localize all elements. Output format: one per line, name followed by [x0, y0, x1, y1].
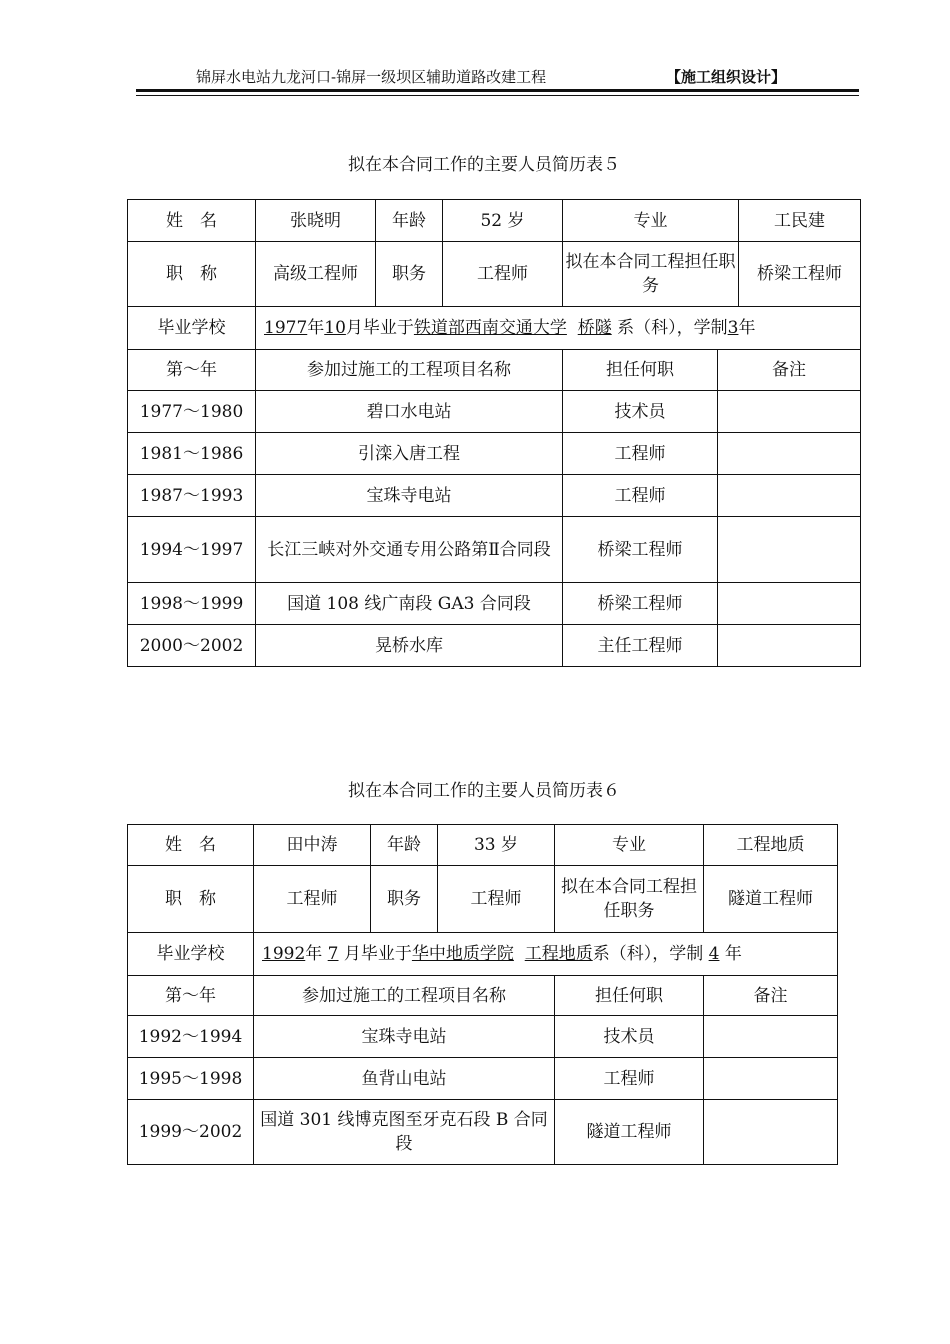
- label-project-name: 参加过施工的工程项目名称: [254, 976, 555, 1016]
- table6: [127, 824, 838, 1165]
- project-name: 国道 108 线广南段 GA3 合同段: [256, 583, 563, 625]
- header-rule-thin: [136, 95, 859, 96]
- year-range: 1981～1986: [128, 433, 256, 475]
- grad-month: 10: [324, 318, 346, 338]
- role: 工程师: [563, 433, 718, 475]
- year-range: 1999～2002: [128, 1100, 254, 1165]
- label-school: 毕业学校: [128, 933, 254, 976]
- label-position: 职务: [376, 242, 443, 307]
- remark: [718, 583, 861, 625]
- grad-dept-suffix: 系（科），学制: [592, 944, 704, 964]
- project-name: 长江三峡对外交通专用公路第Ⅱ合同段: [256, 517, 563, 583]
- age-value: 52 岁: [443, 200, 563, 242]
- label-age: 年龄: [371, 825, 438, 866]
- department: 工程地质: [524, 944, 593, 964]
- label-school: 毕业学校: [128, 307, 256, 350]
- label-name: 姓 名: [128, 200, 256, 242]
- role: 主任工程师: [563, 625, 718, 667]
- grad-dept-suffix: 系（科），学制: [617, 318, 728, 338]
- label-major: 专业: [555, 825, 704, 866]
- table6-row-title: [128, 866, 838, 933]
- department: 桥隧: [577, 318, 612, 338]
- title-value: 工程师: [254, 866, 371, 933]
- grad-term-suffix: 年: [738, 318, 756, 338]
- grad-year: 1977: [264, 318, 308, 338]
- table6-row-headings: [128, 976, 838, 1016]
- table-row: [128, 1100, 838, 1165]
- major-value: 工程地质: [704, 825, 838, 866]
- table6-row-name: [128, 825, 838, 866]
- header-rule-thick: [136, 89, 859, 92]
- table-row: [128, 433, 861, 475]
- grad-year-suffix: 年: [307, 318, 325, 338]
- school-term: 3: [727, 318, 739, 338]
- year-range: 1992～1994: [128, 1016, 254, 1058]
- remark: [718, 475, 861, 517]
- project-name: 宝珠寺电站: [254, 1016, 555, 1058]
- table5-caption: 拟在本合同工作的主要人员简历表５: [348, 155, 620, 175]
- label-year-range: 第～年: [128, 350, 256, 391]
- grad-term-suffix: 年: [724, 944, 742, 964]
- project-name: 碧口水电站: [256, 391, 563, 433]
- name-value: 田中涛: [254, 825, 371, 866]
- role: 隧道工程师: [555, 1100, 704, 1165]
- year-range: 2000～2002: [128, 625, 256, 667]
- header-project-title: 锦屏水电站九龙河口-锦屏一级坝区辅助道路改建工程: [196, 68, 547, 86]
- table6-caption: 拟在本合同工作的主要人员简历表６: [348, 781, 620, 801]
- label-year-range: 第～年: [128, 976, 254, 1016]
- remark: [704, 1016, 838, 1058]
- project-name: 晃桥水库: [256, 625, 563, 667]
- role: 桥梁工程师: [563, 583, 718, 625]
- table-row: [128, 1058, 838, 1100]
- age-value: 33 岁: [438, 825, 555, 866]
- year-range: 1998～1999: [128, 583, 256, 625]
- role: 技术员: [563, 391, 718, 433]
- grad-month: 7: [327, 944, 339, 964]
- table-row: [128, 391, 861, 433]
- table5-row-school: [128, 307, 861, 350]
- project-name: 国道 301 线博克图至牙克石段 B 合同段: [254, 1100, 555, 1165]
- table5: [127, 199, 861, 667]
- label-role: 担任何职: [563, 350, 718, 391]
- assigned-role-value: 隧道工程师: [704, 866, 838, 933]
- role: 工程师: [563, 475, 718, 517]
- label-remark: 备注: [704, 976, 838, 1016]
- grad-year-suffix: 年: [305, 944, 323, 964]
- table-row: [128, 583, 861, 625]
- role: 工程师: [555, 1058, 704, 1100]
- label-age: 年龄: [376, 200, 443, 242]
- label-assigned-role: 拟在本合同工程担任职务: [555, 866, 704, 933]
- label-major: 专业: [563, 200, 739, 242]
- table6-row-school: [128, 933, 838, 976]
- school-term: 4: [708, 944, 720, 964]
- year-range: 1995～1998: [128, 1058, 254, 1100]
- project-name: 鱼背山电站: [254, 1058, 555, 1100]
- remark: [718, 433, 861, 475]
- school-name: 铁道部西南交通大学: [413, 318, 567, 338]
- remark: [718, 625, 861, 667]
- table-row: [128, 625, 861, 667]
- header-section-title: 【施工组织设计】: [666, 68, 787, 86]
- label-project-name: 参加过施工的工程项目名称: [256, 350, 563, 391]
- grad-month-suffix: 月毕业于: [343, 944, 412, 964]
- year-range: 1994～1997: [128, 517, 256, 583]
- assigned-role-value: 桥梁工程师: [739, 242, 861, 307]
- remark: [718, 517, 861, 583]
- table-row: [128, 517, 861, 583]
- table-row: [128, 475, 861, 517]
- graduation-info: [254, 933, 838, 976]
- label-remark: 备注: [718, 350, 861, 391]
- major-value: 工民建: [739, 200, 861, 242]
- table5-row-title: [128, 242, 861, 307]
- label-position: 职务: [371, 866, 438, 933]
- school-name: 华中地质学院: [411, 944, 514, 964]
- name-value: 张晓明: [256, 200, 376, 242]
- table-row: [128, 1016, 838, 1058]
- project-name: 宝珠寺电站: [256, 475, 563, 517]
- year-range: 1987～1993: [128, 475, 256, 517]
- grad-month-suffix: 月毕业于: [345, 318, 414, 338]
- position-value: 工程师: [443, 242, 563, 307]
- label-assigned-role: 拟在本合同工程担任职务: [563, 242, 739, 307]
- role: 桥梁工程师: [563, 517, 718, 583]
- position-value: 工程师: [438, 866, 555, 933]
- remark: [718, 391, 861, 433]
- remark: [704, 1058, 838, 1100]
- project-name: 引滦入唐工程: [256, 433, 563, 475]
- label-title: 职 称: [128, 866, 254, 933]
- role: 技术员: [555, 1016, 704, 1058]
- label-name: 姓 名: [128, 825, 254, 866]
- year-range: 1977～1980: [128, 391, 256, 433]
- label-role: 担任何职: [555, 976, 704, 1016]
- graduation-info: [256, 307, 861, 350]
- remark: [704, 1100, 838, 1165]
- label-title: 职 称: [128, 242, 256, 307]
- title-value: 高级工程师: [256, 242, 376, 307]
- grad-year: 1992: [262, 944, 306, 964]
- table5-row-name: [128, 200, 861, 242]
- table5-row-headings: [128, 350, 861, 391]
